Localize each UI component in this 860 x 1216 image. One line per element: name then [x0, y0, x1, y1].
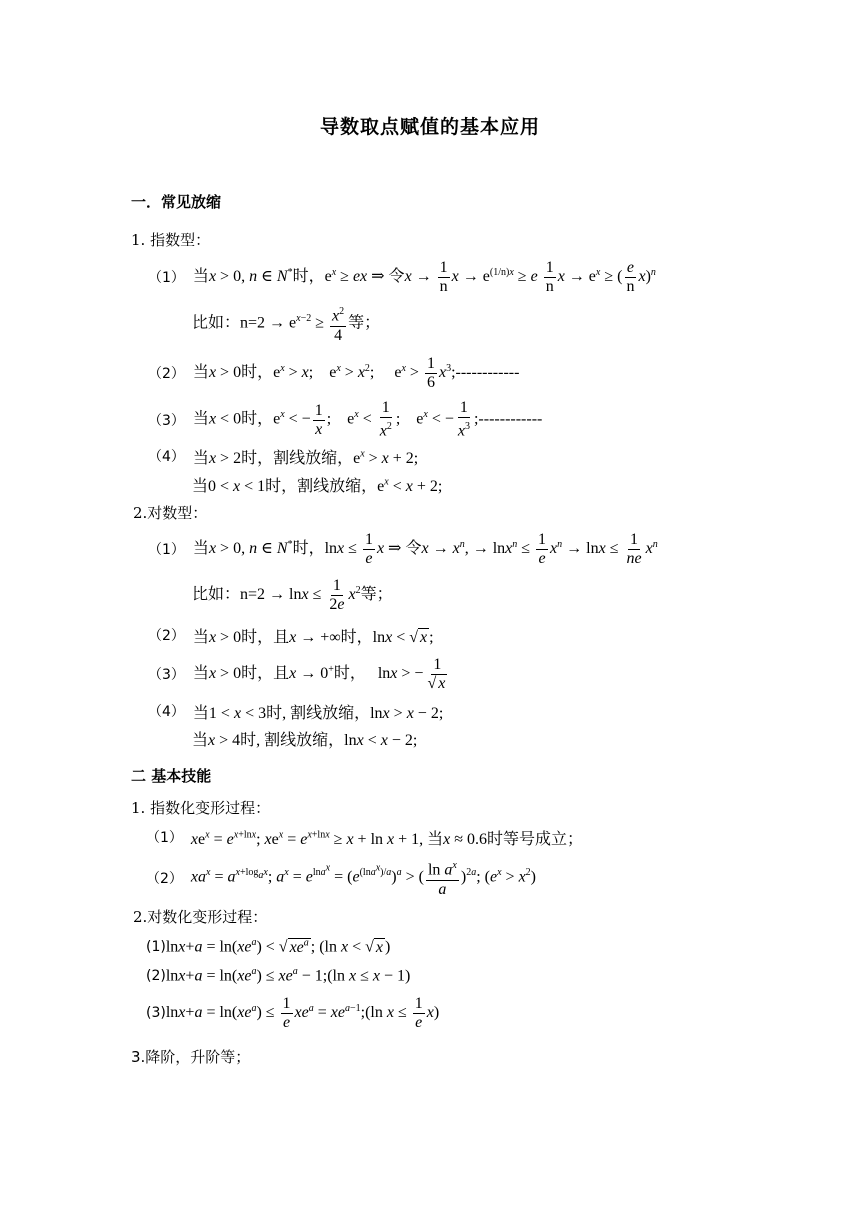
- log-type-heading: 2.对数型：: [133, 504, 208, 522]
- log-item-4-b: [192, 727, 417, 749]
- item-number: （1）: [146, 830, 183, 846]
- exp-transform-heading: 1. 指数化变形过程：: [131, 799, 271, 817]
- formula: 当x > 0时，且x → 0+时， lnx > − $\frac{1}{√ x}$: [192, 655, 446, 692]
- exp-item-1-example: [192, 305, 380, 343]
- item-number: （2）: [148, 628, 185, 644]
- log-item-1-example: [192, 576, 393, 614]
- formula: $\ln x+a = \ln(xe^a)$ ≤ $\frac{1}{e}$ $xe^a$ = $xe^{a-1};(\ln$ x ≤ $\frac{1}{e}$ x): [165, 994, 440, 1031]
- log-item-3: [148, 652, 451, 696]
- item-number: （1）: [148, 542, 185, 558]
- formula: $\ln x+a = \ln(xe^a) \le xe^a$ − 1;(ln x ≤ x − 1): [165, 966, 411, 985]
- exp-item-2: [148, 356, 519, 390]
- log-transform-2: [146, 964, 410, 988]
- log-transform-3: [146, 992, 439, 1034]
- item-number: （3）: [148, 413, 185, 429]
- exp-item-4: [148, 445, 418, 467]
- exp-transform-2: [146, 855, 536, 901]
- formula: 当x > 0时，且x → +∞时，lnx < √ x ;: [192, 628, 434, 646]
- item-number: （2）: [148, 366, 185, 382]
- log-transform-heading: 2.对数化变形过程：: [133, 908, 268, 926]
- formula: 当x > 4时, 割线放缩，lnx < x − 2;: [192, 731, 418, 749]
- exp-item-1: [148, 258, 656, 296]
- page-title: 导数取点赋值的基本应用: [319, 116, 540, 138]
- log-item-2: [148, 622, 434, 648]
- section-heading-scaling: 一．常见放缩: [131, 193, 222, 211]
- formula: $\ln x+a = \ln(xe^a)$ < √ $xe^a$ ; (ln x < √ x ): [165, 937, 391, 956]
- order-change-heading: 3.降阶，升阶等；: [131, 1048, 251, 1066]
- formula: 当x > 0, n ∈ N*时，lnx ≤ $\frac{1}{e}$ x ⇒ 令$x \to x^n$, → lnx$^n$ ≤ $\frac{1}{e}$ $x^n \to \ln x$ ≤ $\frac{1}{ne}$ $x^n$: [192, 530, 658, 567]
- formula: 当1 < x < 3时, 割线放缩，lnx > x − 2;: [192, 704, 444, 722]
- log-item-4: [148, 700, 443, 722]
- item-number: （1）: [148, 270, 185, 286]
- item-number: （4）: [148, 449, 185, 465]
- formula: 当x > 0时，$e^x > x$; $e^x > x^2$; $e^x$ > $\frac{1}{6}$ $x^3;------------$: [192, 354, 520, 391]
- section-heading-skills: 二 基本技能: [131, 767, 212, 785]
- formula: $xe^x = e^{x+lnx}$; $xe^x = e^{x+lnx} \ge x + \ln x + 1$, 当x ≈ 0.6时等号成立；: [190, 829, 584, 848]
- formula: 比如：$n=2 \to e^{x-2}$ ≥ $\frac{x^2}{4}$ 等；: [192, 303, 380, 344]
- formula: 当x > 2时，割线放缩，$e^x > x + 2$;: [192, 448, 419, 467]
- exp-type-heading: 1. 指数型：: [131, 231, 211, 249]
- formula: $xa^x = a^{x+log_ax}$; $a^x = e^{lna^x} = (e^{(lna^x)/a})^a$ > ( $\frac{\ln a^x}{a}$ )$^{2a}$; $(e^x > x^2)$: [191, 857, 536, 898]
- formula: 当x > 0, n ∈ N*时，$e^x$ ≥ ex ⇒ 令x → $\frac{1}{n}$ $x \to e^{(1/n)x} \ge e$ $\frac{1}{n}$ $x \to e^x$ ≥ ( $\frac{e}{n}$ x)$^n$: [192, 258, 656, 295]
- formula: 当x < 0时，$e^x$ < − $\frac{1}{x}$ ; $e^x$ < $\frac{1}{x^2}$ ; $e^x$ < − $\frac{1}{x^3}$ ;------------: [192, 399, 543, 440]
- item-number: (2): [146, 968, 166, 984]
- exp-transform-1: [146, 825, 583, 849]
- formula: 比如：n=2 → lnx ≤ $\frac{1}{2e}$ $x^2$等；: [192, 576, 393, 613]
- item-number: （3）: [148, 667, 185, 683]
- item-number: （2）: [146, 871, 183, 887]
- item-number: （4）: [148, 704, 185, 720]
- exp-item-3: [148, 400, 542, 440]
- item-number: (3): [146, 1005, 166, 1021]
- formula: 当0 < x < 1时，割线放缩，$e^x < x + 2$;: [192, 476, 443, 495]
- log-item-1: [148, 530, 658, 568]
- item-number: (1): [146, 939, 166, 955]
- log-transform-1: [146, 934, 390, 960]
- exp-item-4-b: [192, 473, 442, 495]
